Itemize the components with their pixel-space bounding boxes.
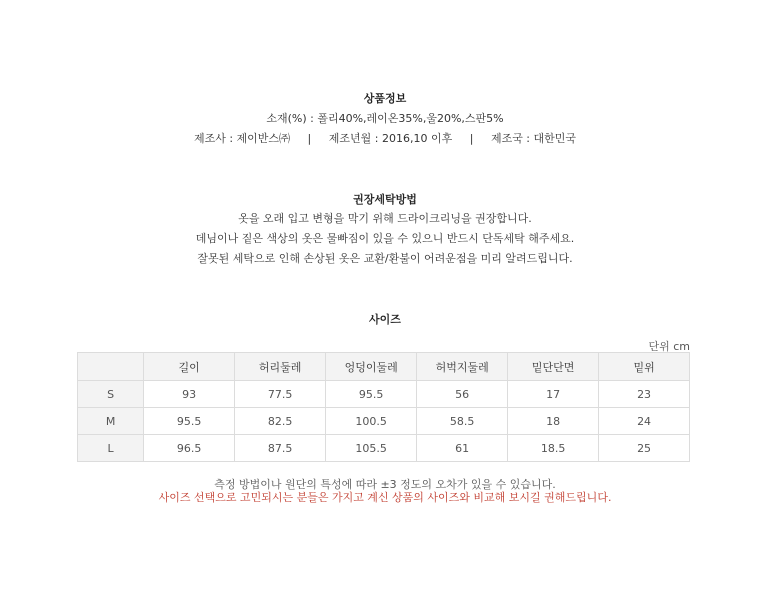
table-cell: 56: [417, 381, 508, 408]
size-title: 사이즈: [369, 313, 401, 326]
product-info-title: 상품정보: [363, 92, 407, 105]
table-cell: 93: [144, 381, 235, 408]
table-cell: 77.5: [235, 381, 326, 408]
separator: |: [307, 132, 312, 145]
size-label: S: [78, 381, 144, 408]
header-cell: [78, 353, 144, 381]
table-cell: 18: [508, 408, 599, 435]
compare-note: 사이즈 선택으로 고민되시는 분들은 가지고 계신 상품의 사이즈와 비교해 보시길 권해드립니다.: [158, 491, 612, 504]
table-cell: 95.5: [326, 381, 417, 408]
washing-line-2: 데님이나 짙은 색상의 옷은 물빠짐이 있을 수 있으니 반드시 단독세탁 해주세요.: [195, 232, 575, 245]
table-cell: 61: [417, 435, 508, 462]
table-cell: 105.5: [326, 435, 417, 462]
separator: |: [469, 132, 474, 145]
table-cell: 100.5: [326, 408, 417, 435]
table-cell: 23: [599, 381, 690, 408]
table-cell: 25: [599, 435, 690, 462]
date-label: 제조년월 : 2016,10 이후: [328, 132, 453, 145]
table-cell: 18.5: [508, 435, 599, 462]
size-label: M: [78, 408, 144, 435]
size-table: [77, 352, 690, 462]
measure-note: 측정 방법이나 원단의 특성에 따라 ±3 정도의 오차가 있을 수 있습니다.: [214, 478, 556, 491]
table-row: [78, 381, 690, 408]
table-cell: 96.5: [144, 435, 235, 462]
washing-title: 권장세탁방법: [353, 193, 417, 206]
size-label: L: [78, 435, 144, 462]
header-cell: 허리둘레: [235, 353, 326, 381]
material-line: 소재(%) : 폴리40%,레이온35%,울20%,스판5%: [266, 112, 504, 125]
unit-label: 단위 cm: [648, 340, 690, 353]
country-label: 제조국 : 대한민국: [490, 132, 577, 145]
header-cell: 엉덩이둘레: [326, 353, 417, 381]
size-table-header: [78, 353, 690, 381]
header-cell: 길이: [144, 353, 235, 381]
table-row: [78, 435, 690, 462]
table-cell: 87.5: [235, 435, 326, 462]
header-cell: 밑위: [599, 353, 690, 381]
washing-line-1: 옷을 오래 입고 변형을 막기 위해 드라이크리닝을 권장합니다.: [238, 212, 532, 225]
table-row: [78, 408, 690, 435]
table-cell: 82.5: [235, 408, 326, 435]
table-cell: 17: [508, 381, 599, 408]
maker-label: 제조사 : 제이반스㈜: [193, 132, 291, 145]
header-cell: 밑단단면: [508, 353, 599, 381]
washing-line-3: 잘못된 세탁으로 인해 손상된 옷은 교환/환불이 어려운점을 미리 알려드립니다.: [197, 252, 573, 265]
table-cell: 24: [599, 408, 690, 435]
header-cell: 허벅지둘레: [417, 353, 508, 381]
maker-line: [0, 130, 770, 146]
table-cell: 58.5: [417, 408, 508, 435]
table-cell: 95.5: [144, 408, 235, 435]
